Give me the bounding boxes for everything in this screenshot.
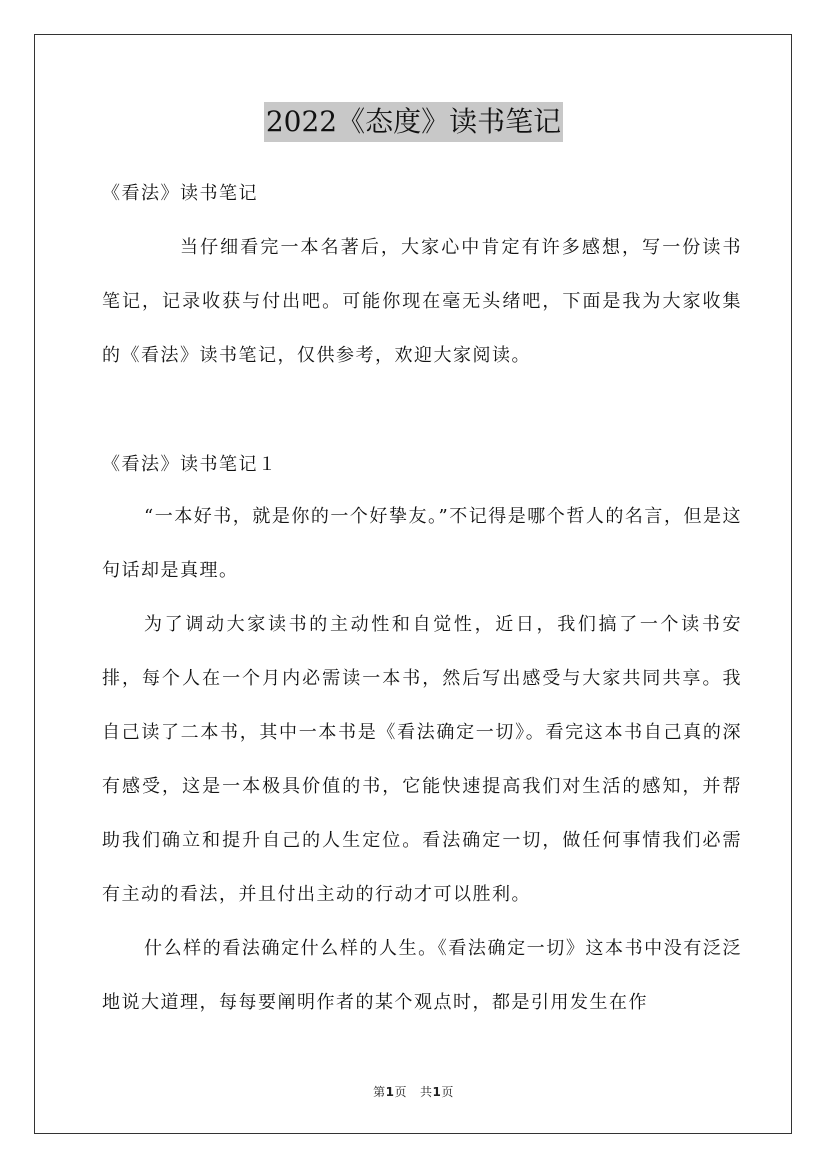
footer-page-current: 1 <box>385 1085 395 1099</box>
footer-page-suffix: 页 <box>441 1085 454 1099</box>
body-paragraph-1: “一本好书，就是你的一个好挚友。”不记得是哪个哲人的名言，但是这句话却是真理。 <box>102 506 742 581</box>
section-body <box>102 490 742 1030</box>
footer-page-total: 1 <box>432 1085 442 1099</box>
body-paragraph-2: 为了调动大家读书的主动性和自觉性，近日，我们搞了一个读书安排，每个人在一个月内必需读一本书，然后写出感受与大家共同共享。我自己读了二本书，其中一本书是《看法确定一切》。看完这本书自己真的深有感受，这是一本极具价值的书，它能快速提高我们对生活的感知，并帮助我们确立和提升自己的人生定位。看法确定一切，做任何事情我们必需有主动的看法，并且付出主动的行动才可以胜利。 <box>102 614 742 905</box>
footer-page-prefix: 第 <box>373 1085 386 1099</box>
footer-page-mid: 页 共 <box>394 1085 433 1099</box>
title-wrap <box>0 102 827 142</box>
body-paragraph-3: 什么样的看法确定什么样的人生。《看法确定一切》这本书中没有泛泛地说大道理，每每要阐明作者的某个观点时，都是引用发生在作 <box>102 938 742 1013</box>
intro-heading: 《看法》读书笔记 <box>102 183 258 204</box>
section-heading: 《看法》读书笔记１ <box>102 454 278 475</box>
page-footer <box>0 1083 827 1100</box>
intro-paragraph: 当仔细看完一本名著后，大家心中肯定有许多感想，写一份读书笔记，记录收获与付出吧。可能你现在毫无头绪吧，下面是我为大家收集的《看法》读书笔记，仅供参考，欢迎大家阅读。 <box>102 237 742 366</box>
document-title: 2022《态度》读书笔记 <box>264 102 563 142</box>
